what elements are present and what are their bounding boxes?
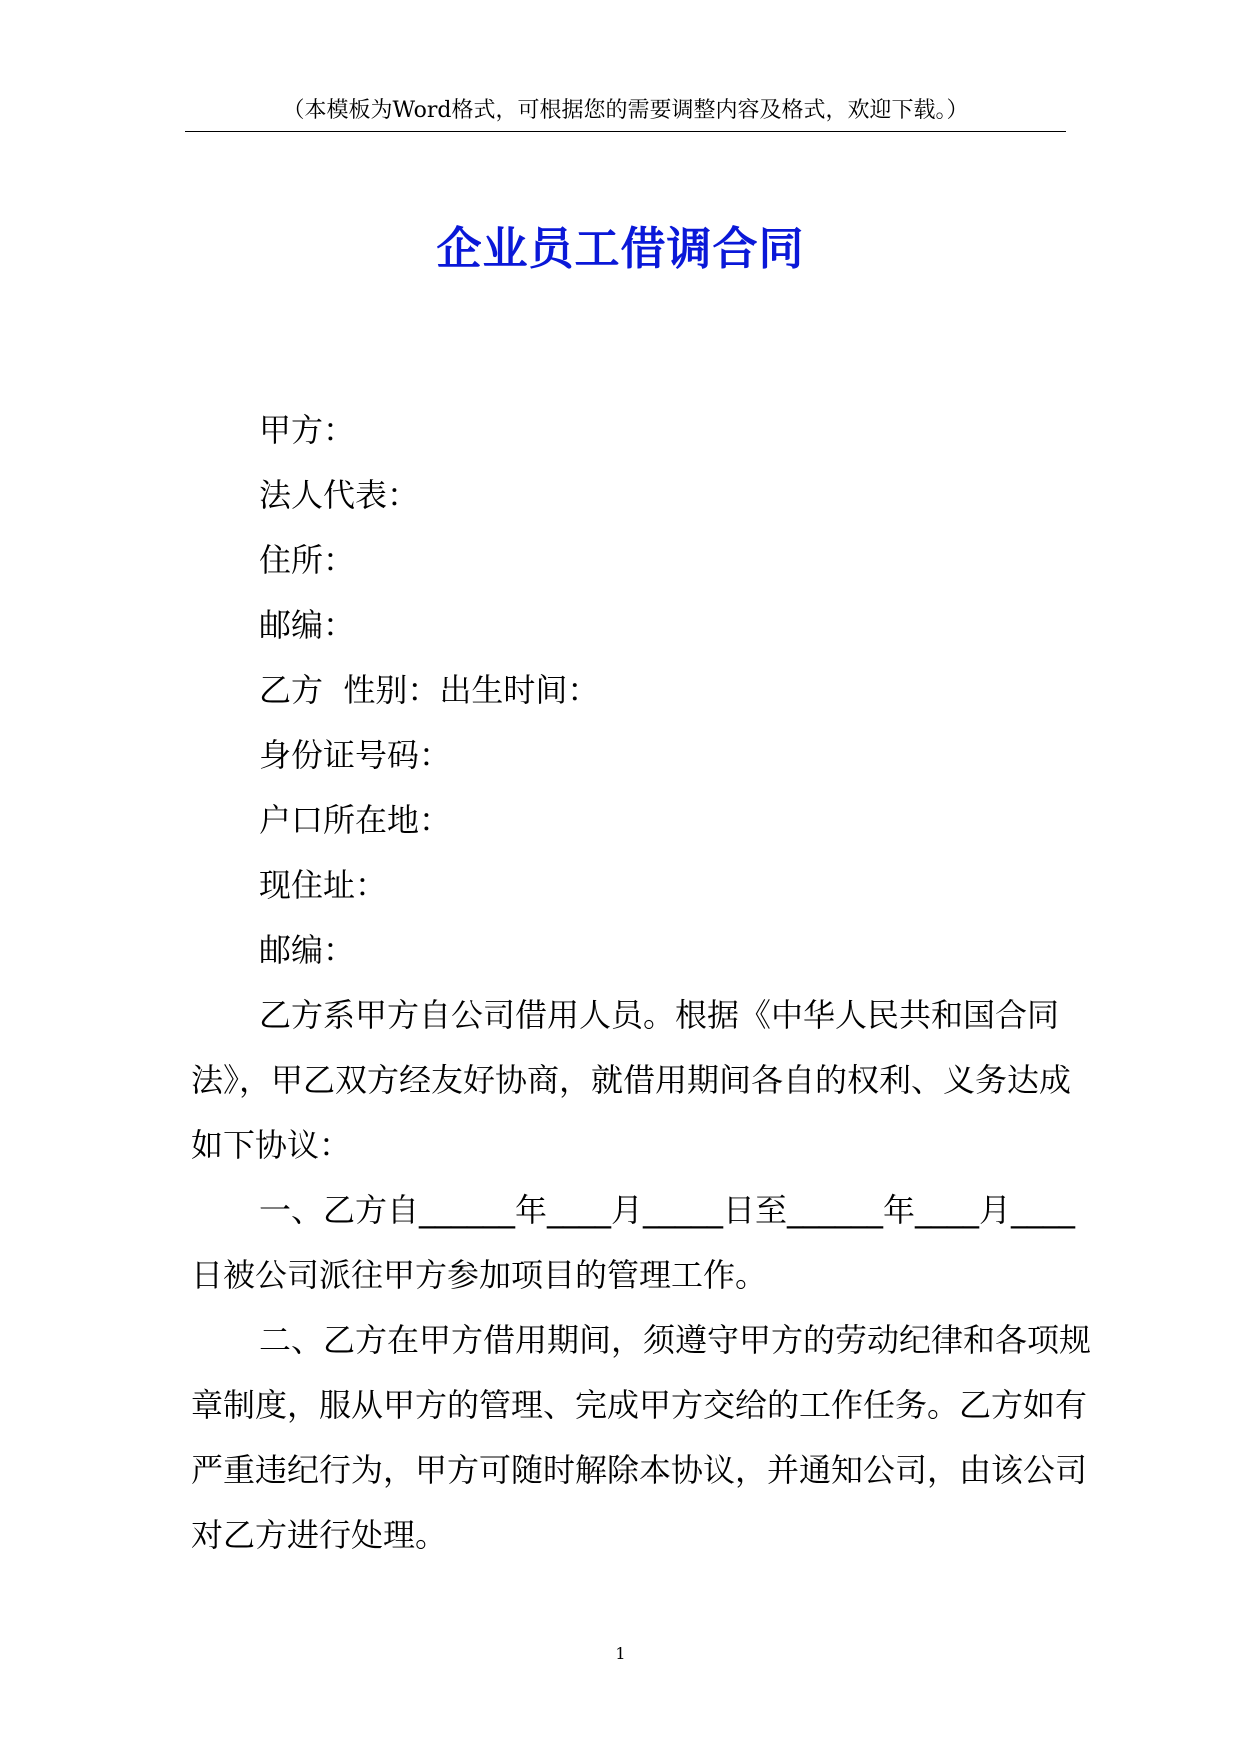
header-divider	[185, 131, 1066, 132]
field-postcode-b: 邮编：	[259, 931, 356, 969]
clause-one: 一、乙方自______年____月_____日至______年____月____日被公司派往甲方参加项目的管理工作。	[191, 1191, 1076, 1294]
field-id-number: 身份证号码：	[259, 736, 452, 774]
clause-two: 二、乙方在甲方借用期间，须遵守甲方的劳动纪律和各项规章制度，服从甲方的管理、完成甲方交给的工作任务。乙方如有严重违纪行为，甲方可随时解除本协议，并通知公司，由该公司对乙方进行处理。	[191, 1321, 1092, 1554]
field-current-address: 现住址：	[259, 866, 388, 904]
template-note: （本模板为Word格式，可根据您的需要调整内容及格式，欢迎下载。）	[282, 98, 969, 123]
document-body	[191, 398, 1091, 1568]
document-title: 企业员工借调合同	[436, 222, 805, 275]
paragraph-preamble: 乙方系甲方自公司借用人员。根据《中华人民共和国合同法》，甲乙双方经友好协商，就借用期间各自的权利、义务达成如下协议：	[191, 996, 1072, 1164]
field-postcode: 邮编：	[259, 606, 356, 644]
page-number: 1	[615, 1644, 626, 1663]
field-household-registration: 户口所在地：	[259, 801, 452, 839]
field-residence: 住所：	[259, 541, 356, 579]
field-party-a: 甲方：	[259, 411, 356, 449]
field-party-b: 乙方 性别：出生时间：	[259, 671, 600, 709]
field-legal-representative: 法人代表：	[259, 476, 420, 514]
